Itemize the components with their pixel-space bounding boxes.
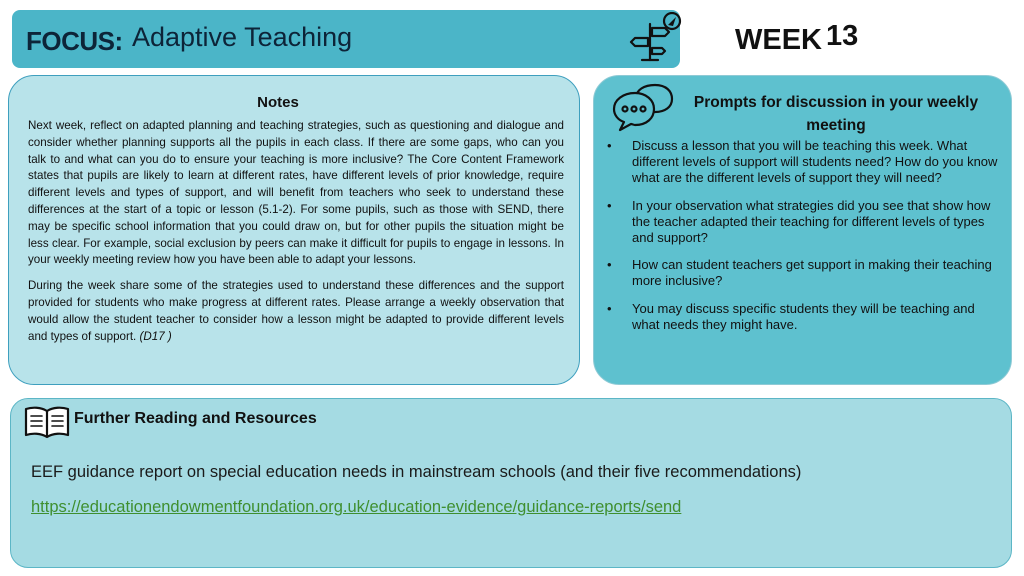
signpost-icon <box>626 12 682 64</box>
resource-description: EEF guidance report on special education needs in mainstream schools (and their five recommendations) <box>31 463 802 481</box>
week-label: WEEK <box>735 24 822 56</box>
notes-title: Notes <box>257 94 299 111</box>
resource-link[interactable]: https://educationendowmentfoundation.org.uk/education-evidence/guidance-reports/send <box>31 498 682 516</box>
open-book-icon <box>23 404 71 440</box>
notes-paragraph-1: Next week, reflect on adapted planning and teaching strategies, such as questioning and dialogue and consider whether planning supports all the pupils in each class. If there are some gaps, who can you talk to and what can you do to ensure your teaching is more inclusive? The Core Content Framework states that pupils are likely to learn at different rates, have different levels of prior knowledge, require different levels and types of support, and will benefit from teachers who seek to understand these differences at the start of a topic or lesson (5.1-2). For some pupils, such as those with SEND, there may be specific school information that you could draw on, but for other pupils the situation might be less clear. For example, social exclusion by peers can make it difficult for pupils to engage in lessons. In your weekly meeting review how you have been able to adapt your lessons. <box>28 119 564 267</box>
prompts-list <box>606 138 1002 344</box>
week-number: 13 <box>826 20 859 52</box>
prompts-title: Prompts for discussion in your weekly meeting <box>693 94 979 134</box>
resources-title: Further Reading and Resources <box>74 410 317 427</box>
notes-paragraph-2-text: During the week share some of the strategies used to understand these differences and the support provided for students who make progress at different rates. Please arrange a weekly observation that would allow the student teacher to consider how a lesson might be adapted to provide different levels and types of support. <box>28 279 564 343</box>
prompts-panel <box>593 75 1012 385</box>
notes-paragraph-2 <box>28 278 564 345</box>
prompt-item: • How can student teachers get support in making their teaching more inclusive? <box>606 257 1002 289</box>
notes-body <box>28 118 564 345</box>
focus-label: FOCUS: <box>26 26 123 56</box>
header-bar <box>12 10 680 68</box>
notes-reference: (D17 ) <box>139 329 172 343</box>
prompt-item: • You may discuss specific students they will be teaching and what needs they might have. <box>606 301 1002 333</box>
focus-title: Adaptive Teaching <box>132 22 353 52</box>
notes-panel <box>8 75 580 385</box>
prompt-item: • In your observation what strategies did you see that show how the teacher adapted their teaching for different levels of types and support? <box>606 198 1002 247</box>
resources-panel <box>10 398 1012 568</box>
speech-bubble-icon <box>610 80 674 132</box>
prompt-item: • Discuss a lesson that you will be teaching this week. What different levels of support will students need? How do you know what are the different levels of support they will need? <box>606 138 1002 187</box>
